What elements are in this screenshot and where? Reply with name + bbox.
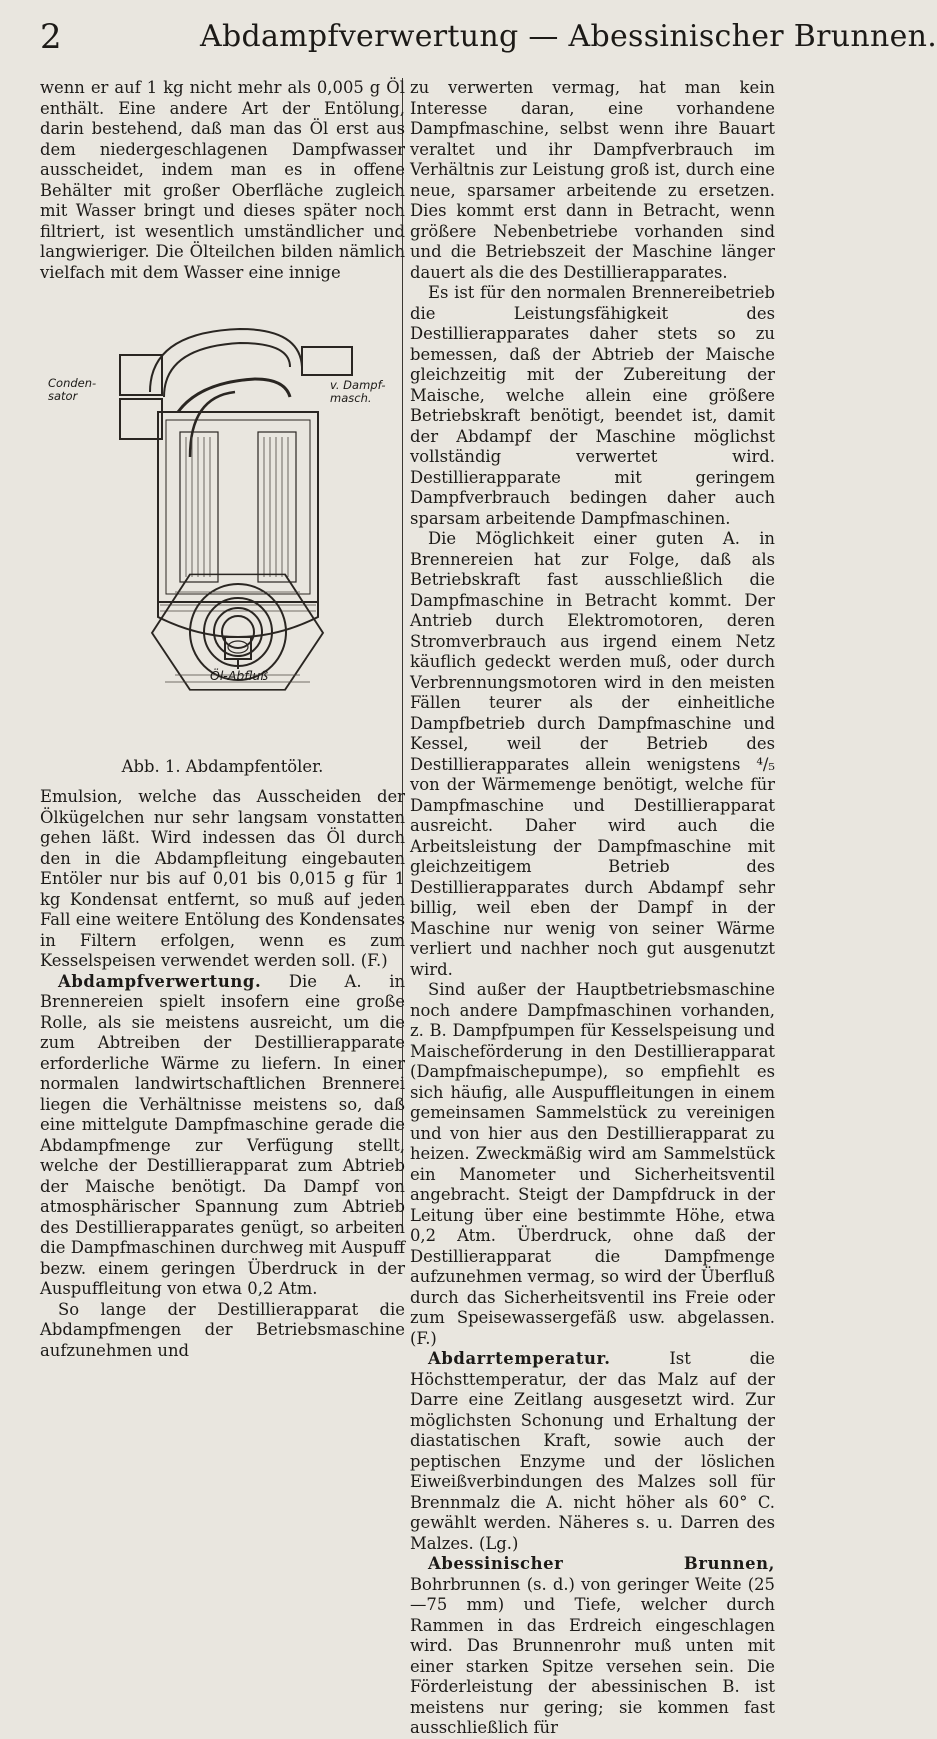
figure-abdampfentoeler	[40, 287, 405, 787]
entry-text: Bohrbrunnen (s. d.) von geringer Weite (25—75 mm) und Tiefe, welcher durch Rammen in das Erdreich eingeschlagen wird. Das Brunnenrohr muß unten mit einer starken Spitze versehen sein. Die Förderleistung der abessinischen B. ist meistens nur gering; sie kommen fast ausschließlich für	[410, 1574, 775, 1737]
entry-heading: Abdampfverwertung.	[58, 971, 262, 991]
paragraph-continuation: zu verwerten vermag, hat man kein Interesse daran, eine vorhandene Dampfmaschine, selbst wenn ihre Bauart veraltet und ihr Dampfverbrauch im Verhältnis zur Leistung groß ist, durch eine neue, sparsamer arbeitende zu ersetzen. Dies kommt erst dann in Betracht, wenn größere Nebenbetriebe vorhanden sind und die Betriebszeit der Maschine länger dauert als die des Destillierapparates.	[410, 78, 775, 282]
intro-paragraph: wenn er auf 1 kg nicht mehr als 0,005 g Öl enthält. Eine andere Art der Entölung, darin bestehend, daß man das Öl erst aus dem niedergeschlagenen Dampfwasser ausscheidet, indem man es in offene Behälter mit großer Oberfläche zugleich mit Wasser bringt und dieses später noch filtriert, ist wesentlich umständlicher und langwieriger. Die Ölteilchen bilden nämlich vielfach mit dem Wasser eine innige	[40, 78, 405, 282]
entry-abessinischer-brunnen	[410, 1554, 775, 1739]
entry-abdarrtemperatur	[410, 1349, 775, 1554]
figure-caption: Abb. 1. Abdampfentöler.	[121, 757, 324, 776]
label-oil-drain: Öl-Abfluß	[210, 668, 269, 683]
running-title: Abdampfverwertung — Abessinischer Brunnen.	[200, 19, 937, 54]
entry-text: Die A. in Brennereien spielt insofern eine große Rolle, als sie meistens ausreicht, um die zum Abtreiben der Destillierapparate erforderliche Wärme zu liefern. In einer normalen landwirtschaftlichen Brennerei liegen die Verhältnisse meistens so, daß eine mittelgute Dampfmaschine gerade die Abdampfmenge zur Verfügung stellt, welche der Destillierapparat zum Abtrieb der Maische benötigt. Da Dampf von atmosphärischer Spannung zum Abtrieb des Destillierapparates genügt, so arbeiten die Dampfmaschinen durchweg mit Auspuff bezw. einem geringen Überdruck in der Auspuffleitung von etwa 0,2 Atm.	[40, 971, 405, 1298]
separator-plan-view	[40, 287, 405, 757]
entry-abdampfverwertung	[40, 972, 405, 1300]
paragraph-so-lange: So lange der Destillierapparat die Abdampfmengen der Betriebsmaschine aufzunehmen und	[40, 1299, 405, 1360]
label-steam-engine: v. Dampf- masch.	[330, 378, 386, 405]
entry-heading: Abessinischer Brunnen,	[428, 1554, 775, 1573]
paragraph-leistungsfaehigkeit: Es ist für den normalen Brennereibetrieb die Leistungsfähigkeit des Destillierapparates daher stets so zu bemessen, daß der Abtrieb der Maische gleichzeitig mit der Zubereitung der Maische, welche allein eine größere Betriebskraft benötigt, beendet ist, damit der Abdampf der Maschine möglichst vollständig verwertet wird. Destillierapparate mit geringem Dampfverbrauch bedingen daher auch sparsam arbeitende Dampfmaschinen.	[410, 283, 775, 528]
right-column	[410, 78, 775, 1739]
entry-heading: Abdarrtemperatur.	[428, 1349, 611, 1368]
paragraph-emulsion: Emulsion, welche das Ausscheiden der Ölkügelchen nur sehr langsam vonstatten gehen läßt. Wird indessen das Öl durch den in die Abdampfleitung eingebauten Entöler nur bis auf 0,01 bis 0,015 g für 1 kg Kondensat entfernt, so muß auf jeden Fall eine weitere Entölung des Kondensates in Filtern erfolgen, wenn es zum Kesselspeisen verwendet werden soll. (F.)	[40, 787, 405, 970]
label-condensator: Conden- sator	[48, 376, 97, 403]
page-number: 2	[40, 17, 62, 57]
paragraph-moeglichkeit: Die Möglichkeit einer guten A. in Brennereien hat zur Folge, daß als Betriebskraft fast ausschließlich die Dampfmaschine in Betracht kommt. Der Antrieb durch Elektromotoren, deren Stromverbrauch aus irgend einem Netz käuflich gedeckt werden muß, oder durch Verbrennungsmotoren wird in den meisten Fällen teurer als der einheitliche Dampfbetrieb durch Dampfmaschine und Kessel, weil der Betrieb des Destillierapparates allein wenigstens ⁴/₅ von der Wärmemenge benötigt, welche für Dampfmaschine und Destillierapparat ausreicht. Daher wird auch die Arbeitsleistung der Dampfmaschine mit gleichzeitigem Betrieb des Destillierapparates durch Abdampf sehr billig, weil eben der Dampf in der Maschine nur wenig von seiner Wärme verliert und nachher noch gut ausgenutzt wird.	[410, 529, 775, 979]
entry-text: Ist die Höchsttemperatur, der das Malz auf der Darre eine Zeitlang ausgesetzt wird. Zur möglichsten Schonung und Erhaltung der diastatischen Kraft, sowie auch der peptischen Enzyme und der löslichen Eiweißverbindungen des Malzes soll für Brennmalz die A. nicht höher als 60° C. gewählt werden. Näheres s. u. Darren des Malzes. (Lg.)	[410, 1349, 775, 1553]
left-column	[40, 78, 405, 1361]
paragraph-sammelstueck: Sind außer der Hauptbetriebsmaschine noch andere Dampfmaschinen vorhanden, z. B. Dampfpumpen für Kesselspeisung und Maischeförderung in den Destillierapparat (Dampfmaischepumpe), so empfiehlt es sich häufig, alle Auspuffleitungen in einem gemeinsamen Sammelstück zu vereinigen und von hier aus den Destillierapparat zu heizen. Zweckmäßig wird am Sammelstück ein Manometer und Sicherheitsventil angebracht. Steigt der Dampfdruck in der Leitung über eine bestimmte Höhe, etwa 0,2 Atm. Überdruck, ohne daß der Destillierapparat die Dampfmenge aufzunehmen vermag, so wird der Überfluß durch das Sicherheitsventil ins Freie oder zum Speisewassergefäß usw. abgelassen. (F.)	[410, 980, 775, 1348]
